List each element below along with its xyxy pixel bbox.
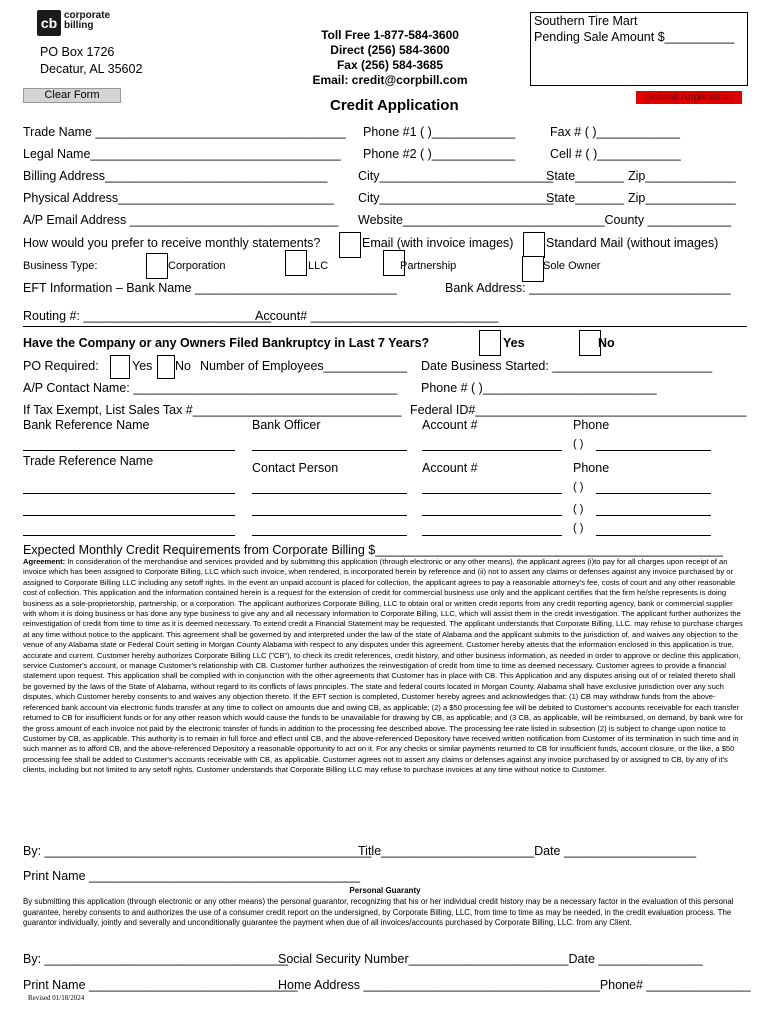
trade-phone-line-2[interactable]: [596, 515, 711, 516]
fax-field[interactable]: Fax # ( )____________: [550, 125, 680, 139]
dealer-box[interactable]: [530, 12, 748, 86]
website-county-field[interactable]: Website_____________________________County ____________: [358, 213, 732, 227]
page-title: Credit Application: [330, 97, 459, 114]
address-line-2: Decatur, AL 35602: [40, 62, 143, 76]
bank-phone-paren: ( ): [573, 438, 584, 450]
bank-officer-line[interactable]: [252, 450, 407, 451]
guaranty-text: By submitting this application (through electronic or any other means) the personal guarantor, recognizing that his or her individual credit history may be a necessary factor in the evaluation of this personal guarantee, hereby consents to and authorizes the use of a consumer credit report on the undersigned, by Corporate Billing, LLC, from time to time as may be needed, in the credit evaluation process. The guarantor individually, jointly and severally and unconditionally guarantee the payment when due of all invoices/accounts purchased by Corporate Billing, LLC. from any Client.: [23, 897, 734, 928]
employees-field[interactable]: Number of Employees____________: [200, 359, 408, 373]
logo: [37, 10, 127, 38]
account-field[interactable]: Account# ___________________________: [255, 309, 499, 323]
billing-address-field[interactable]: Billing Address________________________________: [23, 169, 328, 183]
partnership-label: Partnership: [400, 260, 457, 272]
expected-credit-field[interactable]: Expected Monthly Credit Requirements from Corporate Billing $__________________________________________________: [23, 543, 723, 557]
bankruptcy-yes-label: Yes: [503, 336, 525, 350]
po-no-label: No: [175, 359, 191, 373]
po-required-label: PO Required:: [23, 359, 99, 373]
trade-ref-line-2[interactable]: [23, 515, 235, 516]
ap-contact-field[interactable]: A/P Contact Name: ______________________________________: [23, 381, 398, 395]
trade-ref-line-3[interactable]: [23, 535, 235, 536]
dealer-name: Southern Tire Mart: [534, 14, 638, 28]
direct-phone: Direct (256) 584-3600: [330, 43, 450, 57]
address-line-1: PO Box 1726: [40, 45, 115, 59]
trade-account-header: Account #: [422, 461, 478, 475]
bank-address-field[interactable]: Bank Address: _____________________________: [445, 281, 731, 295]
bank-account-header: Account #: [422, 418, 478, 432]
federal-id-field[interactable]: Federal ID#_______________________________________: [410, 403, 747, 417]
clear-form-button[interactable]: Clear Form: [23, 88, 121, 103]
trade-phone-paren-2: ( ): [573, 503, 584, 515]
physical-address-field[interactable]: Physical Address_______________________________: [23, 191, 334, 205]
bankruptcy-no-label: No: [598, 336, 615, 350]
signature-title-date-field[interactable]: Title______________________Date ___________________: [358, 844, 697, 858]
logo-text-2: billing: [64, 20, 94, 31]
bankruptcy-question: Have the Company or any Owners Filed Bankruptcy in Last 7 Years?: [23, 336, 430, 350]
corporation-checkbox[interactable]: [146, 253, 168, 279]
print-name-field[interactable]: Print Name _______________________________________: [23, 869, 361, 883]
physical-city-field[interactable]: City_________________________: [358, 191, 554, 205]
statement-question: How would you prefer to receive monthly statements?: [23, 236, 321, 250]
toll-free: Toll Free 1-877-584-3600: [321, 28, 459, 42]
trade-account-line-3[interactable]: [422, 535, 562, 536]
billing-zip-field[interactable]: Zip_____________: [628, 169, 736, 183]
email-address: Email: credit@corpbill.com: [312, 73, 468, 87]
pending-sale-amount: Pending Sale Amount $__________: [534, 30, 735, 44]
mail-option-label: Standard Mail (without images): [546, 236, 719, 250]
bank-reference-header: Bank Reference Name: [23, 418, 150, 432]
fax-number: Fax (256) 584-3685: [336, 58, 444, 72]
home-address-phone-field[interactable]: Home Address __________________________________Phone# _______________: [278, 978, 751, 992]
guarantor-by-field[interactable]: By: ___________________________________: [23, 952, 288, 966]
logo-mark: cb: [37, 10, 61, 36]
corporation-label: Corporation: [168, 260, 226, 272]
phone1-field[interactable]: Phone #1 ( )____________: [363, 125, 516, 139]
llc-label: LLC: [308, 260, 329, 272]
ap-phone-field[interactable]: Phone # ( )_________________________: [421, 381, 657, 395]
bank-account-line[interactable]: [422, 450, 562, 451]
bankruptcy-yes-checkbox[interactable]: [479, 330, 501, 356]
trade-phone-header: Phone: [573, 461, 610, 475]
billing-city-field[interactable]: City_________________________: [358, 169, 554, 183]
trade-phone-paren-1: ( ): [573, 481, 584, 493]
sole-owner-checkbox[interactable]: [522, 256, 544, 282]
llc-checkbox[interactable]: [285, 250, 307, 276]
section-divider: [23, 326, 747, 327]
sales-tax-field[interactable]: If Tax Exempt, List Sales Tax #______________________________: [23, 403, 402, 417]
trade-phone-paren-3: ( ): [573, 522, 584, 534]
trade-phone-line-1[interactable]: [596, 493, 711, 494]
email-option-label: Email (with invoice images): [362, 236, 514, 250]
submit-application-button[interactable]: Submit Application: [636, 91, 742, 104]
po-yes-checkbox[interactable]: [110, 355, 130, 379]
bank-ref-line[interactable]: [23, 450, 235, 451]
trade-ref-line-1[interactable]: [23, 493, 235, 494]
trade-phone-line-3[interactable]: [596, 535, 711, 536]
revised-date: Revised 01/18/2024: [28, 994, 85, 1002]
physical-zip-field[interactable]: Zip_____________: [628, 191, 736, 205]
agreement-label: Agreement:: [23, 557, 66, 566]
sole-owner-label: Sole Owner: [543, 260, 601, 272]
physical-state-field[interactable]: State_______: [546, 191, 624, 205]
contact-block: [290, 28, 490, 88]
phone2-field[interactable]: Phone #2 ( )____________: [363, 147, 516, 161]
po-no-checkbox[interactable]: [157, 355, 175, 379]
ssn-date-field[interactable]: Social Security Number_______________________Date _______________: [278, 952, 703, 966]
logo-text-1: corporate: [64, 10, 111, 21]
po-yes-label: Yes: [132, 359, 153, 373]
bank-officer-header: Bank Officer: [252, 418, 321, 432]
eft-bank-name-field[interactable]: EFT Information – Bank Name _____________________________: [23, 281, 397, 295]
agreement-text: [23, 557, 745, 776]
billing-state-field[interactable]: State_______: [546, 169, 624, 183]
trade-reference-header: Trade Reference Name: [23, 454, 154, 468]
mail-statement-checkbox[interactable]: [523, 232, 545, 258]
trade-account-line-1[interactable]: [422, 493, 562, 494]
trade-contact-line-2[interactable]: [252, 515, 407, 516]
trade-account-line-2[interactable]: [422, 515, 562, 516]
business-type-label: Business Type:: [23, 260, 98, 272]
trade-contact-line-1[interactable]: [252, 493, 407, 494]
agreement-body: In consideration of the merchandise and services provided and by submitting this application (through electronic or any other means), the applicant agrees (i)to pay for all charges upon receipt of an invoice which has been assigned to Corporate Billing, LLC which such invoice, when rendered, is incorporated herein by reference and (ii) not to assert any claims or defenses against any invoice purchased by or assigned to Corporate Billing LLC including any setoff rights. In the event an unpaid account is placed for collection, the applicant agrees to pay a reasonable attorney's fee, costs of court and any other reasonable cost of collection. This application and the information contained herein is a request for the extension of credit for commercial business use only and the applicant certifies that the firm he/she represents is doing business as a sole-proprietorship, partnership, or a corporation. The applicant authorizes Corporate Billing, LLC to obtain oral or written credit reports from any credit reporting agency, bank or commercial supplier with whom it is doing business or has done any type business to give any and all necessary information to Corporate Billing, LLC, which will assist them in the credit investigation. The applicant further authorizes the reinvestigation of credit from time to time as it is deemed necessary. To extend credit a Financial Statement may be requested. The applicant understands that Corporate Billing, LLC. may refuse to purchase charges at any time without notice to the applicant. This agreement shall be governed by and interpreted under the law of the state of Alabama and the applicant submits to the jurisdiction of, and waives any objection to the venue of any Alabama state or Federal Court setting in Morgan County Alabama with respect to any disputes under this agreement. Customer hereby attests that the information enclosed in this application is true, accurate and current. Customer hereby authorizes Corporate Billing LLC ("CB"), to check its credit references, credit history, and other business information, as needed in order to approve or decline this application, service Customer's account, or manage Customer's relationship with CB. Customer further authorizes the reinvestigation of credit from time to time as deemed necessary. Customer agrees to provide a financial statement upon request. This application shall be complied with in conjunction with the other agreements that Customer has in place with CB. This Application and any disputes arising out of or related thereto shall be governed by the laws of the State of Alabama, without regard to its conflicts of laws principles. The state and federal courts located in Morgan County, Alabama shall have exclusive jurisdiction over any such disputes, which Customer hereby consents to and waives any objection thereto. If the EFT section is completed, Customer hereby agrees and acknowledges that: (1) CB may withdraw funds from the above-referenced bank account via electronic funds transfer at any time to collect on amounts due and owing CB, as applicable; (2) a $50 processing fee will be debited to Customer's accounts receivable for each transfer returned to CB for insufficient funds or for any other reason which would cause the funds to be unavailable for drawing by CB, as applicable; and (3 CB, as applicable, will be reimbursed, on demand, by bank wire for the gross amount of each invoice not paid by the electronic transfer of funds in addition to the processing fee described above. The processing fee rate listed in subsection (2) is subject to change upon notice to Customer by CB, as applicable. This authority is to remain in full force and effect until CB, and the above-referenced Depository have received written notification from Customer of its termination in such time and in such manner as to afford CB, and the above-referenced Depository a reasonable opportunity to act on it. For any checks or similar payments returned to CB for insufficient funds, account closure, or the like, a $50 processing fee shall be added to Customer's accounts receivable with CB, as applicable. Customer agrees not to assert any claims or defenses against any invoice purchased by or assigned to CB, by any of it's clients, including but not limited to any setoff rights. Customer understands that Corporate Billing LLC may refuse to purchase invoices at any time without notice to Customer.: [23, 557, 743, 775]
bank-phone-header: Phone: [573, 418, 610, 432]
cell-field[interactable]: Cell # ( )____________: [550, 147, 681, 161]
date-started-field[interactable]: Date Business Started: _______________________: [421, 359, 713, 373]
bank-phone-line[interactable]: [596, 450, 711, 451]
guarantor-print-name-field[interactable]: Print Name ______________________________: [23, 978, 298, 992]
contact-person-header: Contact Person: [252, 461, 339, 475]
ap-email-field[interactable]: A/P Email Address ______________________________: [23, 213, 339, 227]
legal-name-field[interactable]: Legal Name____________________________________: [23, 147, 341, 161]
trade-contact-line-3[interactable]: [252, 535, 407, 536]
email-statement-checkbox[interactable]: [339, 232, 361, 258]
personal-guaranty-heading: Personal Guaranty: [349, 886, 421, 895]
signature-by-field[interactable]: By: _______________________________________________: [23, 844, 372, 858]
trade-name-field[interactable]: Trade Name ____________________________________: [23, 125, 346, 139]
routing-field[interactable]: Routing #: ___________________________: [23, 309, 272, 323]
